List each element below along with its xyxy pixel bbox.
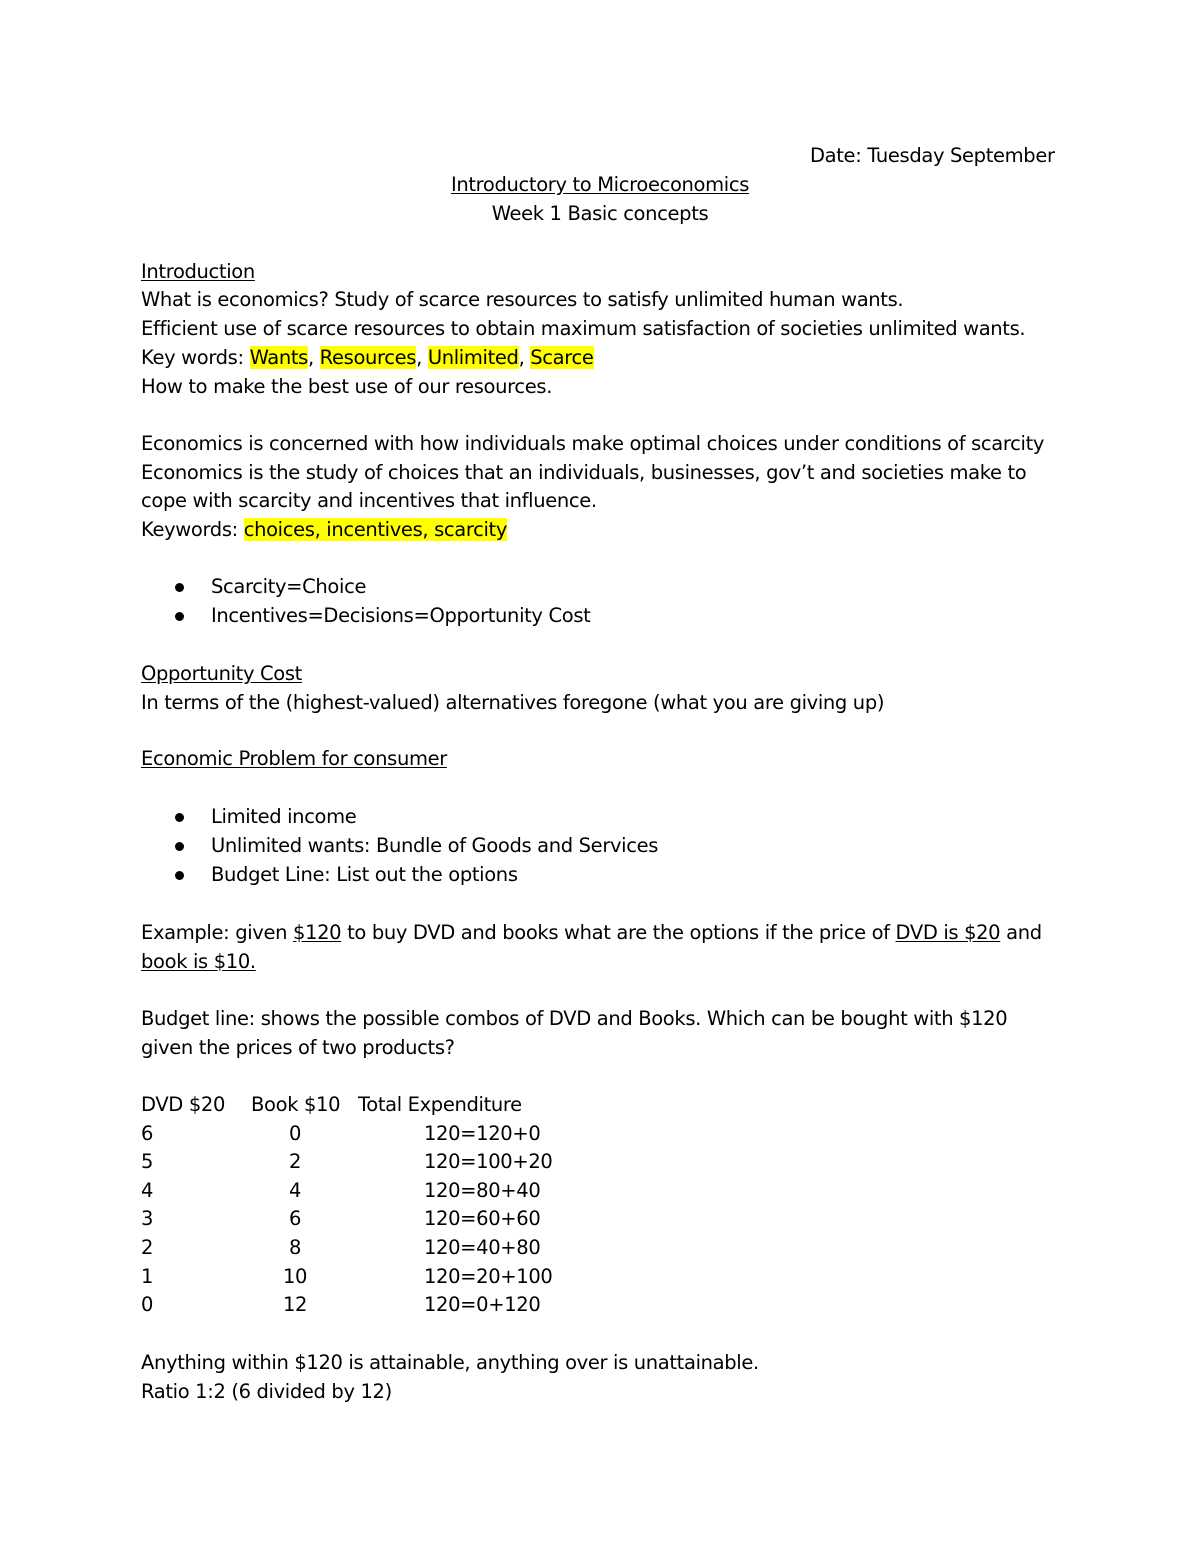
date-line: Date: Tuesday September	[810, 144, 1055, 167]
list-item-text: Scarcity=Choice	[211, 575, 367, 598]
conclusion-line-2: Ratio 1:2 (6 divided by 12)	[141, 1380, 392, 1403]
table-cell-book: 8	[289, 1236, 302, 1259]
table-cell-book: 2	[289, 1150, 302, 1173]
keyword-separator: ,	[307, 346, 320, 369]
table-cell-dvd: 1	[141, 1265, 154, 1288]
example-text: to buy DVD and books what are the options if the price of	[341, 921, 896, 944]
bullet-icon	[175, 612, 184, 621]
bullet-icon	[175, 871, 184, 880]
keyword-resources: Resources	[319, 346, 417, 369]
list-item-text: Incentives=Decisions=Opportunity Cost	[211, 604, 591, 627]
intro-line-1: What is economics? Study of scarce resources to satisfy unlimited human wants.	[141, 288, 904, 311]
table-cell-total: 120=60+60	[424, 1207, 541, 1230]
keyword-unlimited: Unlimited	[427, 346, 519, 369]
example-text: Example: given	[141, 921, 294, 944]
keywords-label: Key words:	[141, 346, 250, 369]
economics-line-2: Economics is the study of choices that an individuals, businesses, gov’t and societies make to	[141, 461, 1027, 484]
table-cell-total: 120=0+120	[424, 1293, 541, 1316]
example-amount: $120	[293, 921, 342, 944]
economics-line-3: cope with scarcity and incentives that influence.	[141, 489, 597, 512]
opportunity-cost-heading: Opportunity Cost	[141, 662, 302, 685]
conclusion-line-1: Anything within $120 is attainable, anything over is unattainable.	[141, 1351, 759, 1374]
list-item-text: Unlimited wants: Bundle of Goods and Services	[211, 834, 659, 857]
economics-keywords-line	[141, 516, 507, 544]
table-cell-book: 4	[289, 1179, 302, 1202]
document-subtitle: Week 1 Basic concepts	[491, 202, 709, 225]
table-cell-book: 10	[283, 1265, 308, 1288]
table-cell-total: 120=120+0	[424, 1122, 541, 1145]
table-cell-book: 12	[283, 1293, 308, 1316]
document-title: Introductory to Microeconomics	[450, 173, 750, 196]
bullet-icon	[175, 813, 184, 822]
table-cell-dvd: 0	[141, 1293, 154, 1316]
example-dvd-price: DVD is $20	[895, 921, 1001, 944]
intro-line-4: How to make the best use of our resources.	[141, 375, 553, 398]
example-line-1	[141, 919, 1042, 947]
intro-keywords-line	[141, 344, 594, 372]
list-item-text: Budget Line: List out the options	[211, 863, 518, 886]
table-cell-total: 120=80+40	[424, 1179, 541, 1202]
table-header-book: Book $10	[251, 1093, 341, 1116]
keywords-label: Keywords:	[141, 518, 244, 541]
introduction-heading: Introduction	[141, 260, 255, 283]
keyword-wants: Wants	[249, 346, 308, 369]
table-cell-total: 120=100+20	[424, 1150, 553, 1173]
table-cell-total: 120=20+100	[424, 1265, 553, 1288]
bullet-icon	[175, 842, 184, 851]
table-header-total: Total Expenditure	[358, 1093, 522, 1116]
table-cell-dvd: 3	[141, 1207, 154, 1230]
keyword-separator: ,	[416, 346, 428, 369]
consumer-problem-heading: Economic Problem for consumer	[141, 747, 447, 770]
table-cell-dvd: 5	[141, 1150, 154, 1173]
budget-line-1: Budget line: shows the possible combos of DVD and Books. Which can be bought with $120	[141, 1007, 1008, 1030]
economics-keywords: choices, incentives, scarcity	[243, 518, 508, 541]
table-cell-dvd: 6	[141, 1122, 154, 1145]
example-text: and	[1000, 921, 1042, 944]
table-cell-total: 120=40+80	[424, 1236, 541, 1259]
list-item-text: Limited income	[211, 805, 357, 828]
example-book-price: book is $10.	[141, 950, 256, 973]
economics-line-1: Economics is concerned with how individuals make optimal choices under conditions of scarcity	[141, 432, 1045, 455]
budget-line-2: given the prices of two products?	[141, 1036, 455, 1059]
table-cell-book: 6	[289, 1207, 302, 1230]
table-cell-book: 0	[289, 1122, 302, 1145]
table-cell-dvd: 4	[141, 1179, 154, 1202]
bullet-icon	[175, 583, 184, 592]
intro-line-2: Efficient use of scarce resources to obtain maximum satisfaction of societies unlimited wants.	[141, 317, 1026, 340]
table-cell-dvd: 2	[141, 1236, 154, 1259]
keyword-separator: ,	[518, 346, 531, 369]
opportunity-cost-line: In terms of the (highest-valued) alternatives foregone (what you are giving up)	[141, 691, 885, 714]
keyword-scarce: Scarce	[530, 346, 594, 369]
table-header-dvd: DVD $20	[141, 1093, 225, 1116]
